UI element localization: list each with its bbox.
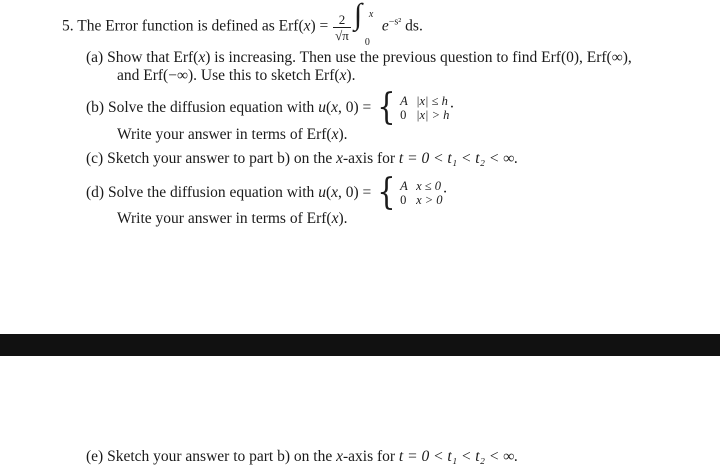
part-a-var2: x [339, 67, 347, 84]
case-condition: |x| > h [416, 108, 450, 123]
part-e-text-mid: -axis for [342, 448, 399, 465]
part-c-label: (c) [86, 150, 104, 167]
case-value: 0 [400, 108, 407, 123]
part-b-line2 [117, 126, 348, 144]
part-b-func: u [318, 99, 326, 116]
part-e-text: Sketch your answer to part b) on the [107, 448, 337, 465]
part-c-line [86, 150, 518, 168]
part-b-paren: ( [325, 99, 332, 116]
part-e-label: (e) [86, 448, 104, 465]
page-divider-bar [0, 334, 720, 356]
problem-intro: The Error function is defined as Erf( [77, 17, 304, 35]
problem-number: 5. [62, 17, 74, 35]
part-a-text: Show that Erf( [107, 49, 199, 66]
part-c-axis-var: x [336, 150, 343, 167]
part-e-condition: t = 0 < t₁ < t₂ < ∞. [398, 448, 519, 465]
integral-upper: x [368, 9, 374, 20]
case-condition: x ≤ 0 [416, 179, 441, 194]
fraction [333, 13, 351, 42]
part-b-label: (b) [86, 99, 105, 116]
part-b-cases [375, 87, 450, 129]
part-e-line [86, 448, 518, 466]
integrand-base: e [381, 17, 389, 35]
part-b-line1 [86, 87, 455, 129]
part-b-argvar: x [331, 99, 338, 116]
part-b-text: Solve the diffusion equation with [107, 99, 319, 116]
part-b-text2-end: ). [338, 126, 348, 143]
part-c-text-mid: -axis for [342, 150, 399, 167]
part-d-args-close: , 0) = [338, 184, 376, 201]
integral-lower: 0 [364, 37, 370, 48]
part-b-dot: · [449, 99, 455, 116]
part-d-argvar: x [331, 184, 338, 201]
intro-eq: ) = [310, 17, 333, 35]
part-a-var: x [198, 49, 206, 66]
brace-icon: { [377, 172, 396, 214]
part-d-func: u [318, 184, 326, 201]
part-d-text: Solve the diffusion equation with [107, 184, 319, 201]
part-d-label: (d) [86, 184, 105, 201]
fraction-numerator: 2 [338, 11, 346, 27]
part-d-paren: ( [325, 184, 332, 201]
part-b-args-close: , 0) = [338, 99, 376, 116]
case-value: 0 [400, 193, 407, 208]
part-d-cases [375, 172, 443, 214]
part-c-condition: t = 0 < t₁ < t₂ < ∞. [398, 150, 519, 167]
problem-header [62, 0, 423, 48]
integral-sign: ∫ [353, 0, 363, 31]
part-b-var2: x [331, 126, 339, 143]
integral [352, 0, 382, 48]
case-condition: x > 0 [416, 193, 443, 208]
part-d-var2: x [331, 210, 339, 227]
part-a-text2-end: ). [346, 67, 356, 84]
part-b-text2: Write your answer in terms of Erf( [117, 126, 332, 143]
part-c-text: Sketch your answer to part b) on the [107, 150, 337, 167]
part-a-line2 [117, 67, 355, 85]
part-d-dot: · [442, 184, 448, 201]
part-a-label: (a) [86, 49, 104, 66]
integrand-tail: ds. [401, 17, 423, 35]
part-d-text2: Write your answer in terms of Erf( [117, 210, 332, 227]
part-d-text2-end: ). [338, 210, 348, 227]
integrand-exponent: −s² [388, 16, 402, 28]
part-e-axis-var: x [336, 448, 343, 465]
brace-icon: { [377, 87, 396, 129]
part-d-line1 [86, 172, 448, 214]
part-a-text2: and Erf(−∞). Use this to sketch Erf( [117, 67, 340, 84]
case-value: A [400, 94, 408, 109]
part-d-line2 [117, 210, 348, 228]
part-a-text-cont: ) is increasing. Then use the previous question to find Erf(0), Erf(∞), [205, 49, 632, 66]
intro-var: x [303, 17, 311, 35]
part-a-line1 [86, 49, 632, 67]
fraction-denominator: √π [335, 27, 349, 43]
case-condition: |x| ≤ h [416, 94, 448, 109]
case-value: A [400, 179, 408, 194]
